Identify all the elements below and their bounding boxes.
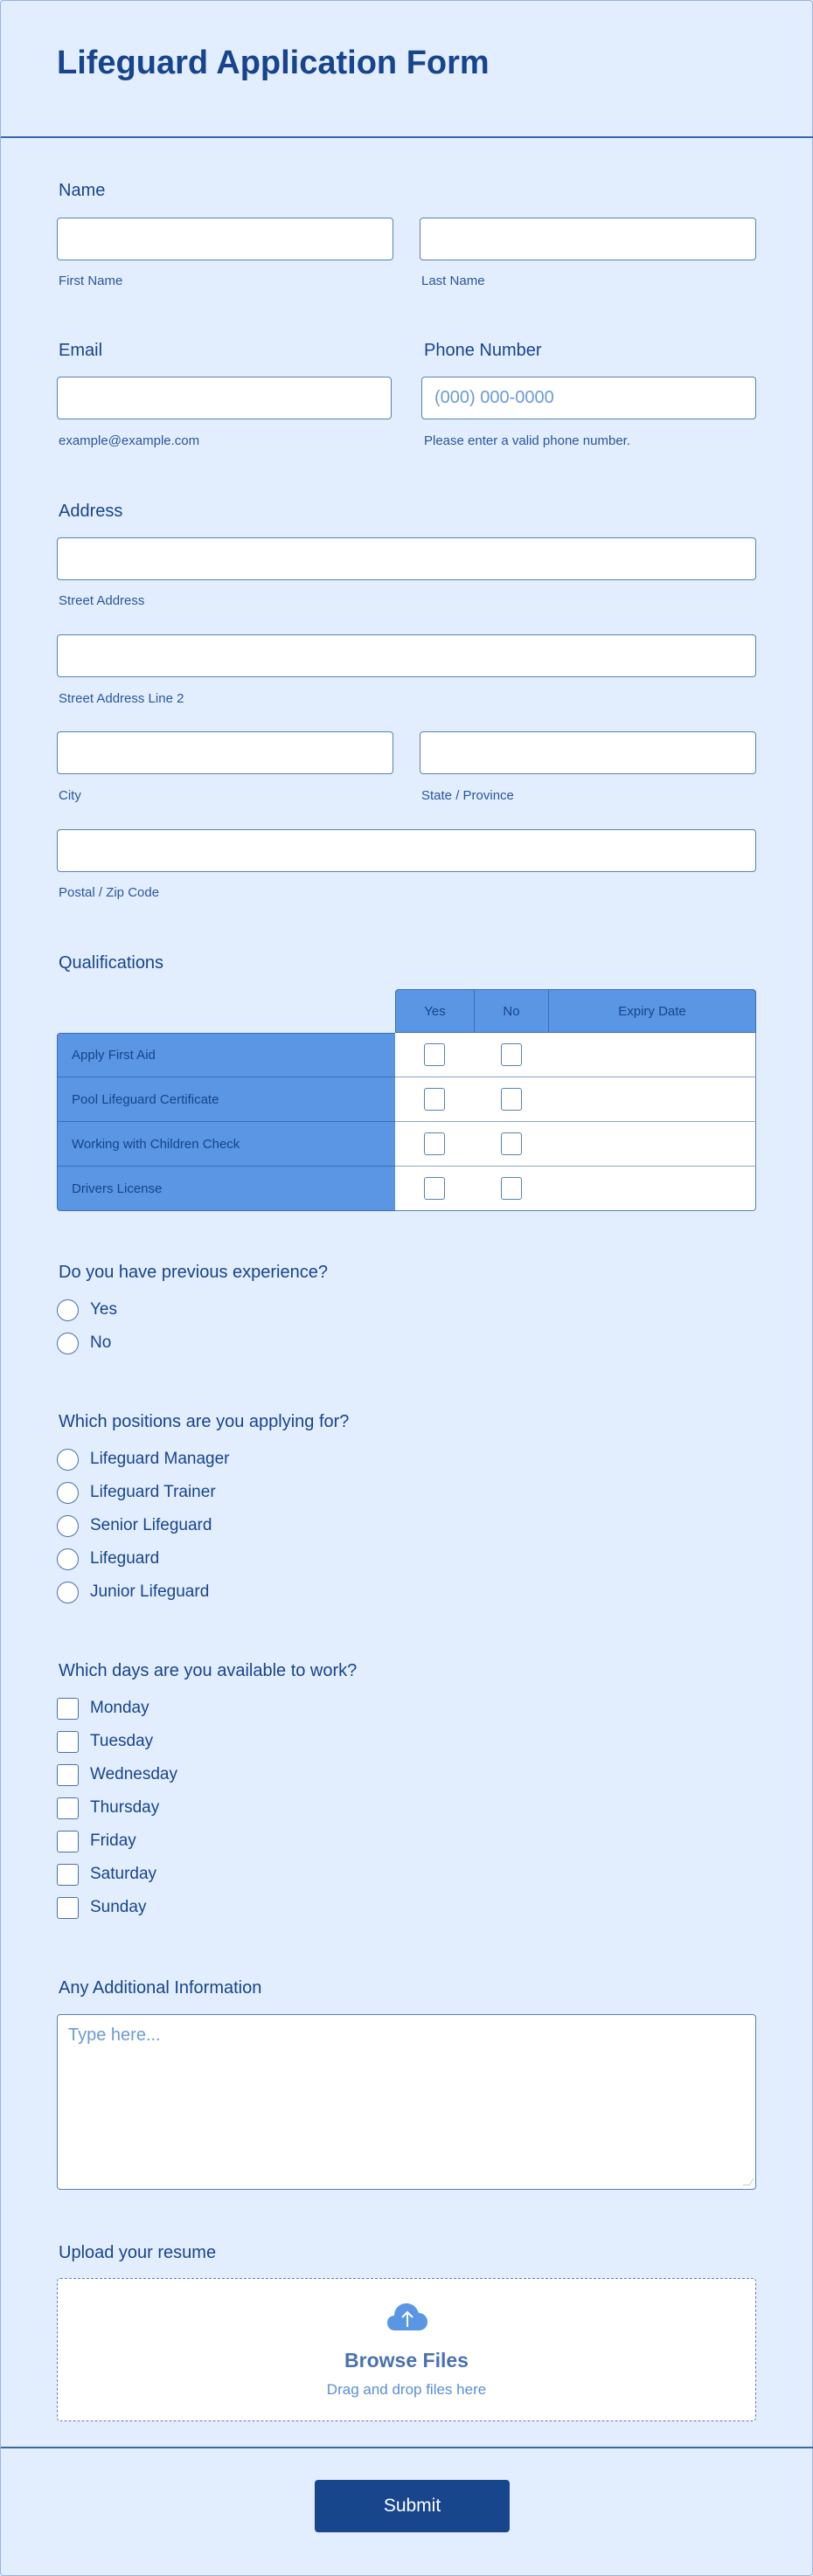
last-name-sublabel: Last Name bbox=[421, 274, 485, 288]
radio-button[interactable] bbox=[57, 1449, 79, 1471]
table-cell-no[interactable] bbox=[474, 1033, 549, 1077]
state-sublabel: State / Province bbox=[421, 788, 514, 803]
state-field[interactable] bbox=[420, 731, 756, 774]
checkbox[interactable] bbox=[57, 1698, 79, 1720]
radio-button[interactable] bbox=[57, 1333, 79, 1354]
checkbox[interactable] bbox=[501, 1177, 522, 1200]
header-divider bbox=[1, 136, 813, 138]
radio-option-senior-lifeguard[interactable] bbox=[57, 1513, 230, 1539]
table-cell-no[interactable] bbox=[474, 1122, 549, 1167]
checkbox-option-saturday[interactable] bbox=[57, 1861, 177, 1887]
radio-button[interactable] bbox=[57, 1548, 79, 1570]
option-label: Wednesday bbox=[90, 1765, 177, 1783]
option-label: Saturday bbox=[90, 1865, 157, 1883]
additional-info-label: Any Additional Information bbox=[59, 1978, 262, 1998]
option-label: Sunday bbox=[90, 1898, 147, 1916]
positions-options bbox=[57, 1446, 230, 1605]
radio-button[interactable] bbox=[57, 1482, 79, 1504]
browse-files-button[interactable]: Browse Files bbox=[344, 2349, 469, 2372]
checkbox[interactable] bbox=[57, 1831, 79, 1852]
file-dropzone[interactable] bbox=[57, 2278, 756, 2421]
column-header-no: No bbox=[474, 989, 549, 1033]
street-address-sublabel: Street Address bbox=[59, 593, 145, 608]
radio-button[interactable] bbox=[57, 1299, 79, 1321]
street-address-field[interactable] bbox=[57, 537, 756, 580]
option-label: Friday bbox=[90, 1832, 136, 1850]
table-row-label: Pool Lifeguard Certificate bbox=[57, 1077, 395, 1122]
checkbox-option-thursday[interactable] bbox=[57, 1795, 177, 1821]
last-name-field[interactable] bbox=[420, 218, 756, 260]
radio-button[interactable] bbox=[57, 1582, 79, 1603]
additional-info-field[interactable] bbox=[57, 2014, 756, 2190]
first-name-field[interactable] bbox=[57, 218, 393, 260]
table-row-label: Apply First Aid bbox=[57, 1033, 395, 1077]
checkbox[interactable] bbox=[424, 1043, 445, 1066]
checkbox[interactable] bbox=[57, 1731, 79, 1753]
option-label: No bbox=[90, 1333, 112, 1352]
radio-option-no[interactable] bbox=[57, 1330, 117, 1356]
checkbox-option-monday[interactable] bbox=[57, 1695, 177, 1721]
footer-divider bbox=[1, 2447, 813, 2448]
phone-field[interactable] bbox=[421, 377, 756, 419]
email-input[interactable] bbox=[58, 377, 391, 419]
expiry-date-input[interactable] bbox=[548, 1167, 756, 1211]
first-name-sublabel: First Name bbox=[59, 274, 123, 288]
state-input[interactable] bbox=[420, 732, 755, 773]
expiry-date-input[interactable] bbox=[548, 1077, 756, 1122]
radio-option-lifeguard-manager[interactable] bbox=[57, 1446, 230, 1472]
phone-label: Phone Number bbox=[424, 341, 542, 360]
checkbox[interactable] bbox=[424, 1132, 445, 1155]
zip-sublabel: Postal / Zip Code bbox=[59, 885, 160, 900]
email-field[interactable] bbox=[57, 377, 392, 419]
email-label: Email bbox=[59, 341, 103, 360]
qualifications-label: Qualifications bbox=[59, 953, 164, 973]
checkbox[interactable] bbox=[57, 1764, 79, 1786]
name-label: Name bbox=[59, 181, 106, 200]
first-name-input[interactable] bbox=[58, 218, 393, 260]
option-label: Tuesday bbox=[90, 1732, 154, 1750]
table-row-label: Drivers License bbox=[57, 1167, 395, 1211]
days-label: Which days are you available to work? bbox=[59, 1661, 358, 1680]
checkbox[interactable] bbox=[57, 1897, 79, 1919]
experience-options bbox=[57, 1297, 117, 1356]
table-cell-yes[interactable] bbox=[395, 1077, 475, 1122]
checkbox[interactable] bbox=[424, 1088, 445, 1111]
street-address-input[interactable] bbox=[58, 538, 755, 579]
qualifications-table bbox=[57, 989, 756, 1210]
option-label: Lifeguard bbox=[90, 1549, 160, 1568]
option-label: Senior Lifeguard bbox=[90, 1516, 212, 1534]
table-cell-no[interactable] bbox=[474, 1077, 549, 1122]
cloud-upload-icon bbox=[386, 2302, 428, 2331]
zip-field[interactable] bbox=[57, 829, 756, 872]
column-header-yes: Yes bbox=[395, 989, 475, 1033]
additional-info-textarea[interactable] bbox=[58, 2015, 755, 2189]
street-address-line2-sublabel: Street Address Line 2 bbox=[59, 691, 184, 706]
positions-label: Which positions are you applying for? bbox=[59, 1412, 350, 1431]
city-sublabel: City bbox=[59, 788, 81, 803]
column-header-expiry: Expiry Date bbox=[548, 989, 756, 1033]
city-input[interactable] bbox=[58, 732, 393, 773]
checkbox[interactable] bbox=[501, 1088, 522, 1111]
experience-label: Do you have previous experience? bbox=[59, 1263, 328, 1282]
last-name-input[interactable] bbox=[420, 218, 755, 260]
table-cell-yes[interactable] bbox=[395, 1167, 475, 1211]
option-label: Yes bbox=[90, 1300, 117, 1319]
table-cell-yes[interactable] bbox=[395, 1122, 475, 1167]
table-cell-yes[interactable] bbox=[395, 1033, 475, 1077]
radio-option-lifeguard-trainer[interactable] bbox=[57, 1479, 230, 1506]
phone-sublabel: Please enter a valid phone number. bbox=[424, 433, 630, 448]
radio-option-junior-lifeguard[interactable] bbox=[57, 1579, 230, 1605]
street-address-line2-input[interactable] bbox=[58, 635, 755, 676]
expiry-date-input[interactable] bbox=[548, 1122, 756, 1167]
expiry-date-input[interactable] bbox=[548, 1033, 756, 1077]
city-field[interactable] bbox=[57, 731, 393, 774]
radio-button[interactable] bbox=[57, 1515, 79, 1537]
option-label: Lifeguard Manager bbox=[90, 1450, 230, 1468]
page-title: Lifeguard Application Form bbox=[57, 45, 490, 81]
option-label: Junior Lifeguard bbox=[90, 1582, 210, 1601]
radio-option-lifeguard[interactable] bbox=[57, 1546, 230, 1572]
option-label: Monday bbox=[90, 1699, 149, 1717]
option-label: Lifeguard Trainer bbox=[90, 1483, 216, 1501]
checkbox-option-sunday[interactable] bbox=[57, 1894, 177, 1921]
radio-option-yes[interactable] bbox=[57, 1297, 117, 1323]
table-row-label: Working with Children Check bbox=[57, 1122, 395, 1167]
checkbox[interactable] bbox=[501, 1132, 522, 1155]
checkbox[interactable] bbox=[501, 1043, 522, 1066]
street-address-line2-field[interactable] bbox=[57, 634, 756, 677]
checkbox-option-tuesday[interactable] bbox=[57, 1728, 177, 1755]
option-label: Thursday bbox=[90, 1798, 160, 1817]
checkbox-option-wednesday[interactable] bbox=[57, 1762, 177, 1788]
address-label: Address bbox=[59, 502, 123, 521]
table-cell-no[interactable] bbox=[474, 1167, 549, 1211]
upload-label: Upload your resume bbox=[59, 2243, 217, 2262]
drag-drop-hint: Drag and drop files here bbox=[326, 2381, 487, 2398]
email-sublabel: example@example.com bbox=[59, 433, 200, 448]
submit-button[interactable]: Submit bbox=[315, 2480, 510, 2532]
phone-input[interactable] bbox=[422, 377, 755, 419]
zip-input[interactable] bbox=[58, 830, 755, 871]
days-options bbox=[57, 1695, 177, 1921]
checkbox[interactable] bbox=[424, 1177, 445, 1200]
checkbox[interactable] bbox=[57, 1797, 79, 1819]
checkbox-option-friday[interactable] bbox=[57, 1828, 177, 1854]
checkbox[interactable] bbox=[57, 1864, 79, 1886]
